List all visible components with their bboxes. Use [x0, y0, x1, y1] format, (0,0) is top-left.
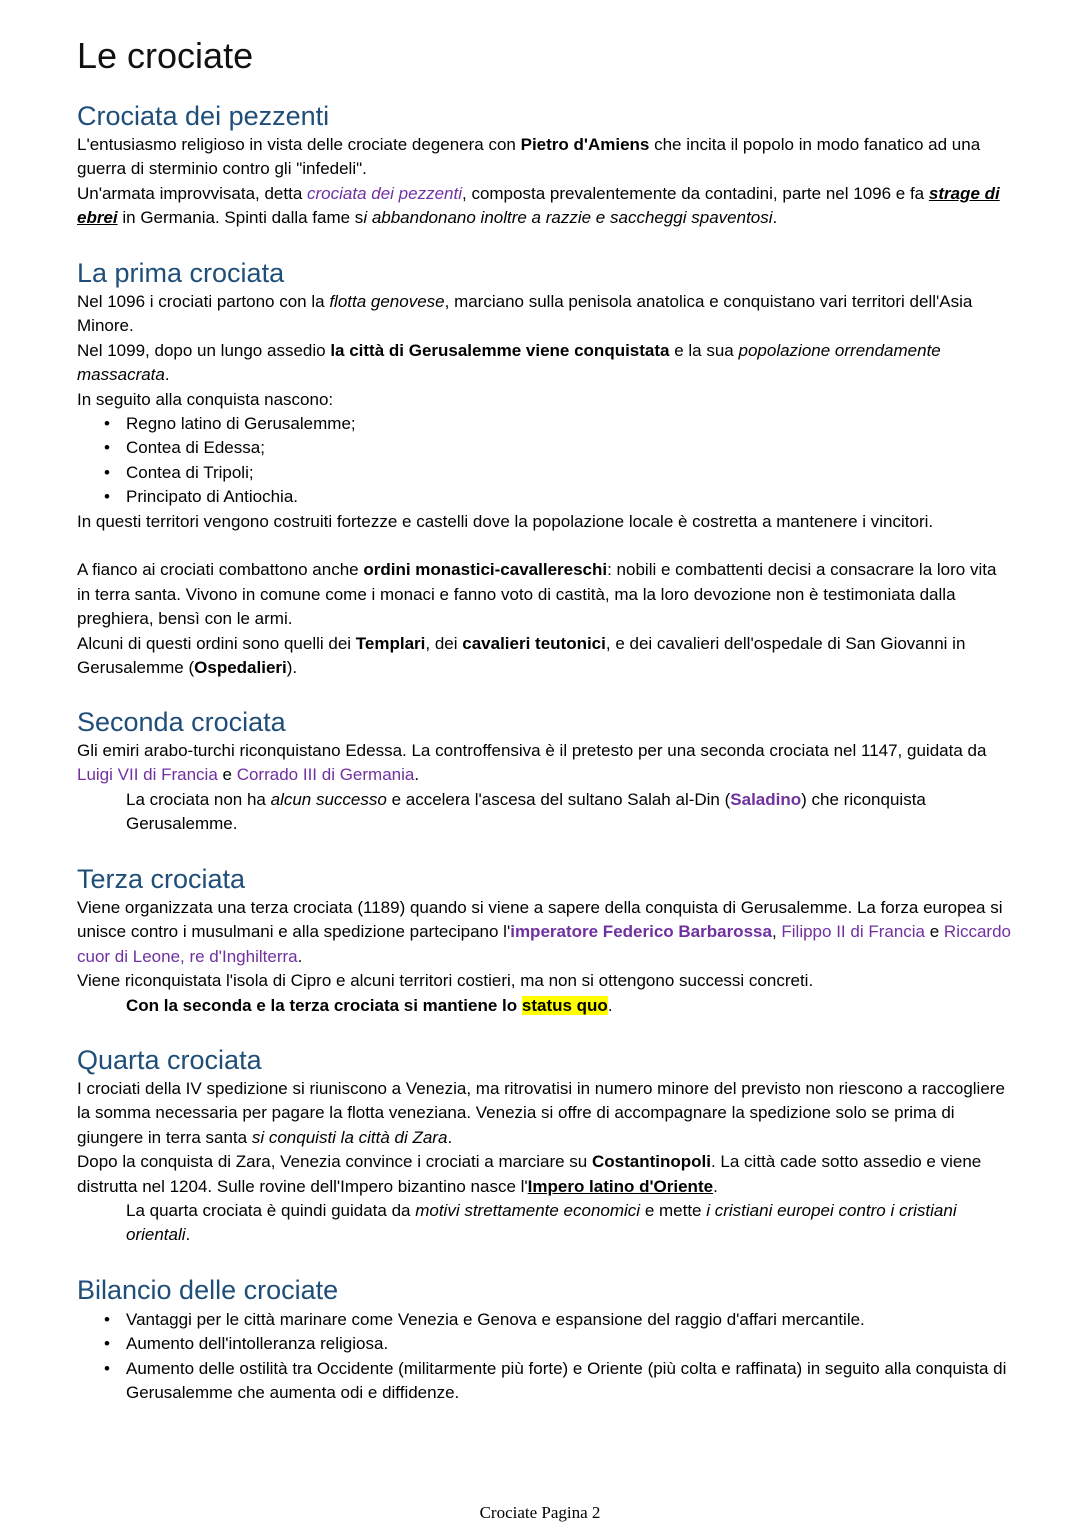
paragraph: In seguito alla conquista nascono:: [77, 389, 334, 409]
section-bilancio: [77, 1308, 1012, 1406]
text: .: [414, 765, 420, 785]
italic-text: si conquisti la città di Zara: [251, 1127, 448, 1147]
text: .: [772, 208, 778, 228]
bold-text: cavalieri teutonici: [462, 633, 606, 653]
heading-seconda-crociata: Seconda crociata: [77, 707, 286, 737]
text: , composta prevalentemente da contadini, parte nel 1096 e fa: [462, 183, 929, 203]
person-name: Riccardo cuor di Leone, re d'Inghilterra: [77, 922, 1012, 966]
text: La crociata non ha: [126, 789, 271, 809]
text: Nel 1096 i crociati partono con la: [77, 292, 330, 311]
bold-text: Costantinopoli: [591, 1152, 711, 1172]
text: Viene organizzata una terza crociata (1189) quando si viene a sapere della conquista di Gerusalemme. La forza europea si unisce contro i musulmani e alla spedizione partecipano l': [77, 898, 1003, 942]
bold-text: la città di Gerusalemme viene conquistata: [330, 340, 670, 360]
text: , dei: [425, 633, 463, 653]
person-name: Luigi VII di Francia: [77, 765, 218, 785]
person-name: Filippo II di Francia: [781, 922, 926, 942]
emphasis-term: strage di ebrei: [77, 183, 1000, 228]
paragraph: [77, 896, 1012, 969]
indented-paragraph: [77, 1199, 1012, 1248]
text: Nel 1099, dopo un lungo assedio: [77, 340, 331, 360]
heading-quarta-crociata: Quarta crociata: [77, 1045, 262, 1075]
list-item: • Principato di Antiochia.: [77, 485, 1012, 509]
page-footer: Crociate Pagina 2: [479, 1503, 601, 1522]
text: Dopo la conquista di Zara, Venezia convince i crociati a marciare su: [77, 1152, 592, 1172]
paragraph: [77, 558, 1012, 631]
text: . La città cade sotto assedio e viene distrutta nel 1204. Sulle rovine dell'Impero bizantino nasce l': [77, 1152, 982, 1196]
paragraph: [77, 290, 1012, 339]
person-name: Saladino: [730, 789, 802, 809]
section-prima-crociata: [77, 290, 1012, 680]
text: e la sua: [669, 340, 739, 360]
italic-text: i cristiani europei contro i cristiani orientali: [126, 1201, 957, 1245]
text: ,: [771, 922, 782, 942]
italic-text: i abbandonano inoltre a razzie e saccheggi spaventosi: [363, 208, 773, 228]
person-name: Corrado III di Germania: [236, 765, 415, 785]
text: , e dei cavalieri dell'ospedale di San Giovanni in Gerusalemme (: [77, 633, 966, 678]
text: in Germania. Spinti dalla fame s: [117, 208, 364, 228]
list-item: • Aumento dell'intolleranza religiosa.: [77, 1332, 1012, 1356]
heading-bilancio: Bilancio delle crociate: [77, 1275, 339, 1305]
bold-text: ordini monastici-cavallereschi: [363, 560, 608, 580]
italic-text: alcun successo: [270, 789, 387, 809]
text: , marciano sulla penisola anatolica e conquistano vari territori dell'Asia Minore.: [77, 292, 973, 336]
paragraph: [77, 339, 1012, 388]
page-title: Le crociate: [77, 35, 254, 76]
paragraph: [77, 182, 1012, 231]
highlighted-term: status quo: [521, 995, 608, 1015]
text: A fianco ai crociati combattono anche: [77, 560, 364, 580]
paragraph: [77, 133, 1012, 182]
list-item: • Contea di Tripoli;: [77, 461, 1012, 485]
text: .: [297, 946, 303, 966]
highlight-term: crociata dei pezzenti: [307, 183, 462, 203]
text: ) che riconquista Gerusalemme.: [126, 789, 926, 834]
heading-prima-crociata: La prima crociata: [77, 258, 285, 288]
indented-paragraph: [77, 788, 1012, 837]
bold-text: Templari: [355, 633, 426, 653]
paragraph: [77, 739, 1012, 788]
states-list: [77, 412, 1012, 510]
text: e: [925, 922, 944, 942]
bold-text: Pietro d'Amiens: [520, 135, 650, 154]
text: Un'armata improvvisata, detta: [77, 183, 308, 203]
text: e mette: [640, 1201, 707, 1221]
list-item: • Regno latino di Gerusalemme;: [77, 412, 1012, 436]
text: I crociati della IV spedizione si riuniscono a Venezia, ma ritrovatisi in numero minore del previsto non riescono a raccogliere la somma necessaria per pagare la flotta veneziana. Venezia si offre di accompagnare la spedizione solo se prima di giungere in terra santa: [77, 1079, 1005, 1147]
text: .: [164, 365, 170, 385]
outcomes-list: [77, 1308, 1012, 1406]
text: La quarta crociata è quindi guidata da: [126, 1201, 416, 1221]
text: e accelera l'ascesa del sultano Salah al-Din (: [386, 789, 731, 809]
text: Alcuni di questi ordini sono quelli dei: [77, 633, 356, 653]
section-terza-crociata: [77, 896, 1012, 1018]
heading-terza-crociata: Terza crociata: [77, 864, 246, 894]
italic-text: motivi strettamente economici: [415, 1201, 641, 1221]
bold-text: Ospedalieri: [194, 658, 287, 678]
paragraph: [77, 1150, 1012, 1199]
italic-text: flotta genovese: [329, 292, 445, 311]
text: e: [217, 765, 237, 785]
text: .: [607, 995, 613, 1015]
emphasis-term: Impero latino d'Oriente: [527, 1176, 714, 1196]
paragraph: Viene riconquistata l'isola di Cipro e alcuni territori costieri, ma non si ottengono successi concreti.: [77, 971, 814, 991]
bold-text: Con la seconda e la terza crociata si mantiene lo: [126, 995, 522, 1015]
paragraph: [77, 632, 1012, 681]
text: .: [713, 1176, 718, 1196]
text: che incita il popolo in modo fanatico ad una guerra di sterminio contro gli "infedeli".: [77, 135, 981, 179]
text: .: [185, 1225, 191, 1245]
list-item: • Contea di Edessa;: [77, 436, 1012, 460]
list-item: • Aumento delle ostilità tra Occidente (militarmente più forte) e Oriente (più colta e raffinata) in seguito alla conquista di Gerusalemme che aumenta odi e diffidenze.: [77, 1357, 1012, 1406]
heading-crociata-pezzenti: Crociata dei pezzenti: [77, 101, 330, 131]
section-seconda-crociata: [77, 739, 1012, 837]
paragraph: [77, 1077, 1012, 1150]
italic-text: popolazione orrendamente massacrata: [77, 340, 941, 385]
text: Gli emiri arabo-turchi riconquistano Edessa. La controffensiva è il pretesto per una seconda crociata nel 1147, guidata da: [77, 741, 987, 760]
text: .: [447, 1127, 453, 1147]
text: : nobili e combattenti decisi a consacrare la loro vita in terra santa. Vivono in comune come i monaci e fanno voto di castità, ma la loro devozione non è testimoniata dalla preghiera, bensì con le armi.: [77, 560, 997, 629]
indented-paragraph: [77, 994, 1012, 1018]
section-quarta-crociata: [77, 1077, 1012, 1248]
text: ).: [286, 658, 298, 678]
spacer: [77, 534, 1012, 558]
section-crociata-pezzenti: [77, 133, 1012, 231]
paragraph: In questi territori vengono costruiti fortezze e castelli dove la popolazione locale è costretta a mantenere i vincitori.: [77, 511, 934, 531]
person-name: imperatore Federico Barbarossa: [510, 922, 772, 942]
text: L'entusiasmo religioso in vista delle crociate degenera con: [77, 135, 521, 154]
list-item: • Vantaggi per le città marinare come Venezia e Genova e espansione del raggio d'affari mercantile.: [77, 1308, 1012, 1332]
